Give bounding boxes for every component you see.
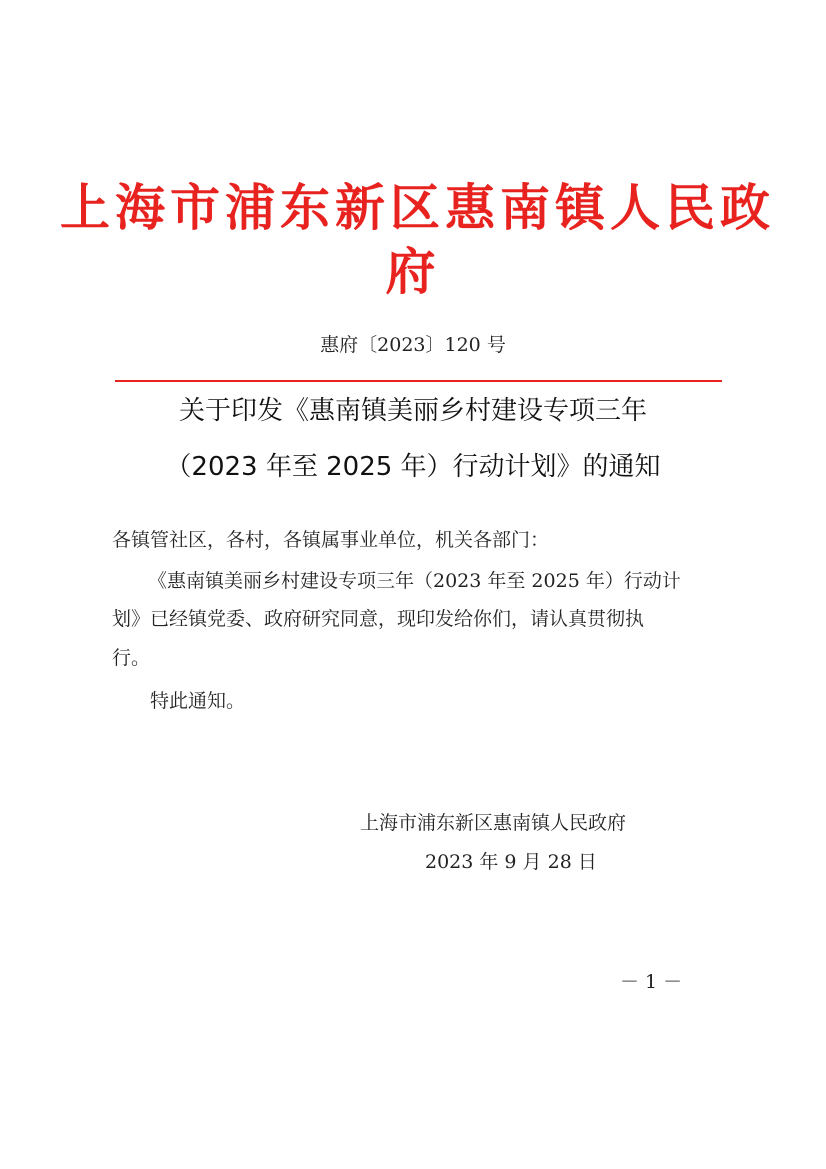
- signature-date: 2023 年 9 月 28 日: [425, 851, 597, 873]
- body-paragraph-line1: 《惠南镇美丽乡村建设专项三年（2023 年至 2025 年）行动计: [148, 570, 681, 592]
- signature-organization: 上海市浦东新区惠南镇人民政府: [360, 812, 627, 834]
- document-title-line2: （2023 年至 2025 年）行动计划》的通知: [165, 452, 661, 482]
- document-number: 惠府〔2023〕120 号: [320, 334, 506, 356]
- closing-remark: 特此通知。: [150, 690, 246, 712]
- addressee-line: 各镇管社区，各村，各镇属事业单位，机关各部门：: [112, 529, 550, 551]
- issuer-header-line1: 上海市浦东新区惠南镇人民政: [60, 179, 775, 237]
- issuer-header-line2: 府: [385, 243, 441, 301]
- body-paragraph-line3: 行。: [112, 647, 151, 669]
- page-number: － 1 －: [620, 971, 683, 993]
- document-title-line1: 关于印发《惠南镇美丽乡村建设专项三年: [178, 396, 647, 426]
- red-separator-rule: [115, 380, 722, 382]
- body-paragraph-line2: 划》已经镇党委、政府研究同意，现印发给你们，请认真贯彻执: [112, 608, 645, 630]
